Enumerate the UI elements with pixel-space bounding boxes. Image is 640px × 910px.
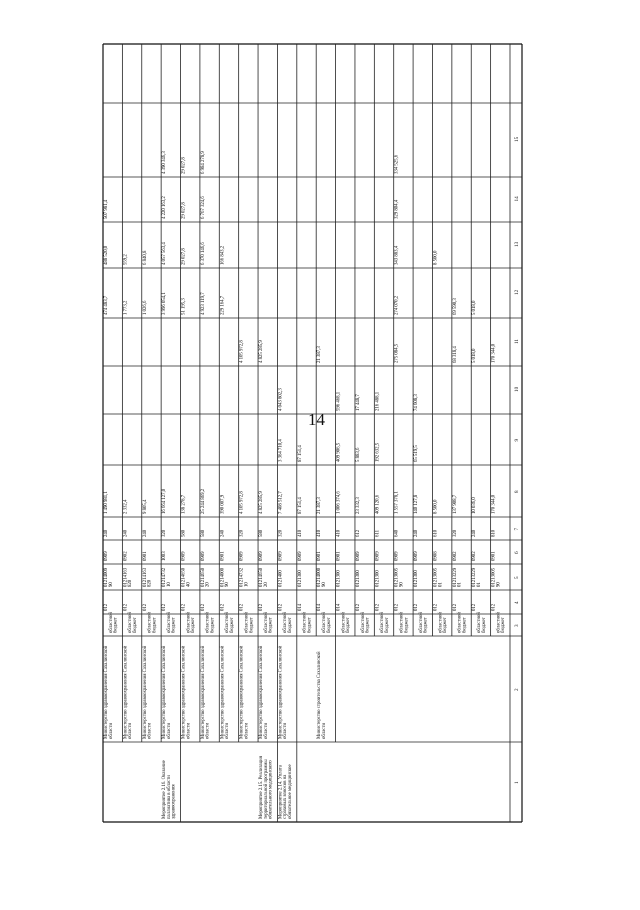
table-cell: 137 908,7: [452, 494, 458, 514]
table-cell: 25 244 869,2: [200, 488, 206, 514]
table-cell: 610: [433, 529, 439, 537]
column-header: 5: [514, 576, 520, 579]
table-cell: 0909: [375, 551, 381, 561]
table-cell: 0901: [336, 551, 342, 561]
table-cell: Министерство здравоохранения Сахалинской: [181, 645, 187, 739]
table-cell: 810: [491, 529, 497, 537]
table-cell: 69 590,3: [452, 298, 458, 315]
table-cell: бюджет: [288, 617, 294, 633]
table-cell: 29 027,8: [181, 202, 187, 219]
table-cell: 23 332,3: [355, 497, 361, 514]
table-cell: 01214000: [317, 567, 323, 587]
table-cell: областной: [341, 611, 347, 633]
table-cell: 74 608,3: [414, 394, 420, 411]
table-cell: 21 387,3: [317, 497, 323, 514]
table-cell: 0121300: [336, 570, 342, 587]
table-cell: бюджет: [152, 617, 158, 633]
table-cell: областной: [477, 611, 483, 633]
table-cell: 5 018,0: [472, 300, 478, 315]
table-cell: 0121300: [297, 570, 303, 587]
table-cell: 01: [438, 582, 444, 587]
table-cell: областной: [380, 611, 386, 633]
table-cell: областной: [360, 611, 366, 633]
table-cell: 01214163: [123, 567, 129, 587]
table-cell: Министерство здравоохранения Сахалинской: [142, 645, 148, 739]
table-cell: 5 883,6: [355, 447, 361, 462]
table-cell: 29 027,8: [181, 248, 187, 265]
column-header: 8: [514, 490, 520, 493]
table-cell: 329 804,4: [394, 199, 400, 219]
table-cell: области: [321, 722, 327, 739]
table-cell: Министерство здравоохранения Сахалинской: [220, 645, 226, 739]
table-cell: 320: [239, 529, 245, 537]
table-cell: 275 084,5: [394, 343, 400, 363]
table-cell: 90: [496, 582, 502, 587]
table-cell: 20: [263, 582, 269, 587]
table-cell: 1 557 378,1: [394, 491, 400, 514]
table-cell: 1 006 374,6: [336, 491, 342, 514]
table-cell: области: [166, 722, 172, 739]
table-cell: 012: [181, 603, 187, 611]
table-cell: 0909: [414, 551, 420, 561]
table-cell: 1003: [162, 551, 168, 561]
table-cell: бюджет: [384, 617, 390, 633]
page-number: 14: [308, 410, 325, 429]
table-cell: областной: [166, 611, 172, 633]
table-cell: 0902: [452, 551, 458, 561]
table-cell: областной: [225, 611, 231, 633]
table-cell: области: [283, 722, 289, 739]
table-cell: 580: [181, 529, 187, 537]
table-cell: бюджет: [113, 617, 119, 633]
table-cell: обязательное медицинское: [288, 764, 294, 819]
table-cell: 240: [123, 529, 129, 537]
table-cell: 012: [278, 603, 284, 611]
table-cell: бюджет: [326, 617, 332, 633]
table-cell: 01214650: [200, 567, 206, 587]
table-cell: 240: [414, 529, 420, 537]
table-cell: бюджет: [171, 617, 177, 633]
table-cell: 3 364 710,4: [278, 439, 284, 462]
table-cell: бюджет: [229, 617, 235, 633]
table-cell: бюджет: [268, 617, 274, 633]
table-cell: 90: [108, 582, 114, 587]
column-header: 1: [514, 781, 520, 784]
table-cell: 6 767 324,6: [200, 196, 206, 219]
table-cell: Министерство здравоохранения Сахалинской: [200, 645, 206, 739]
column-header: 11: [514, 339, 520, 344]
table-cell: 68 318,4: [452, 346, 458, 363]
table-cell: 410: [297, 529, 303, 537]
table-cell: 9 805,4: [142, 499, 148, 514]
table-cell: областной: [321, 611, 327, 633]
table-cell: 01214009: [104, 567, 109, 587]
table-cell: 01213005: [394, 567, 400, 587]
column-header: 14: [514, 196, 520, 202]
table-cell: 4 057 563,4: [162, 242, 168, 265]
table-cell: 4 220 163,2: [162, 196, 168, 219]
column-header: 7: [514, 527, 520, 531]
table-cell: 7 408 512,7: [278, 491, 284, 514]
table-cell: 4 825 285,9: [259, 491, 265, 514]
table-cell: 012: [162, 603, 168, 611]
table-cell: 01214732: [162, 567, 168, 587]
table-cell: 4 923 119,7: [200, 292, 206, 315]
table-cell: 0121300: [375, 570, 381, 587]
table-cell: 240: [220, 529, 226, 537]
table-cell: 611: [375, 529, 381, 537]
table-cell: Министерство здравоохранения Сахалинской: [104, 645, 109, 739]
table-cell: 012: [239, 603, 245, 611]
table-cell: 012: [394, 603, 400, 611]
table-cell: 640: [394, 529, 400, 537]
table-cell: 17 448,7: [355, 394, 361, 411]
table-cell: 596 468,1: [336, 391, 342, 411]
table-cell: 01213229: [452, 567, 458, 587]
column-header: 10: [514, 386, 520, 392]
table-cell: областной: [283, 611, 289, 633]
table-cell: областной: [418, 611, 424, 633]
table-cell: 320: [162, 529, 168, 537]
table-cell: 409 120,6: [375, 494, 381, 514]
table-cell: области: [225, 722, 231, 739]
table-cell: 16 664 127,0: [162, 488, 168, 514]
table-cell: областной: [128, 611, 134, 633]
table-cell: бюджет: [404, 617, 410, 633]
table-cell: территориальной программы: [263, 759, 269, 819]
table-cell: 012: [259, 603, 265, 611]
table-cell: 012: [452, 603, 458, 611]
table-cell: 240: [104, 529, 109, 537]
table-cell: 409 906,5: [336, 442, 342, 462]
column-header: 9: [514, 438, 520, 442]
table-cell: 012: [123, 603, 129, 611]
table-cell: области: [147, 722, 153, 739]
table-cell: 140 127,8: [414, 494, 420, 514]
column-header: 12: [514, 289, 520, 295]
table-cell: 0901: [317, 551, 323, 561]
table-cell: 4 043 802,3: [278, 388, 284, 411]
table-cell: области: [205, 722, 211, 739]
table-cell: 012: [433, 603, 439, 611]
table-cell: 410: [336, 529, 342, 537]
table-cell: 4 105 972,8: [239, 491, 245, 514]
table-cell: областной: [244, 611, 250, 633]
table-cell: 334 525,6: [394, 154, 400, 174]
table-cell: бюджет: [443, 617, 449, 633]
table-cell: 0121300: [414, 570, 420, 587]
table-cell: бюджет: [365, 617, 371, 633]
table-cell: Министерство здравоохранения Сахалинской: [239, 645, 245, 739]
table-cell: 138 278,7: [181, 494, 187, 514]
table-cell: 014: [317, 603, 323, 611]
table-cell: 0902: [472, 551, 478, 561]
table-cell: 0908: [433, 551, 439, 561]
table-cell: области: [108, 722, 114, 739]
table-cell: 01214650: [181, 567, 187, 587]
table-cell: 90: [399, 582, 405, 587]
table-cell: 012: [220, 603, 226, 611]
table-cell: бюджет: [501, 617, 507, 633]
table-cell: областной: [302, 611, 308, 633]
table-cell: 0901: [220, 551, 226, 561]
table-cell: области: [128, 722, 134, 739]
table-cell: 6 984 278,9: [200, 151, 206, 174]
table-cell: бюджет: [210, 617, 216, 633]
table-cell: бюджет: [462, 617, 468, 633]
table-cell: областной: [457, 611, 463, 633]
table-cell: 21 387,3: [317, 346, 323, 363]
table-cell: области: [244, 722, 250, 739]
table-cell: 488 520,0: [104, 245, 109, 265]
table-cell: 559,2: [123, 254, 129, 265]
table-cell: 01213005: [491, 567, 497, 587]
table-cell: бюджет: [307, 617, 313, 633]
table-cell: Мероприятие 2.16. Оказание: [162, 760, 168, 819]
table-cell: 240: [142, 529, 148, 537]
table-cell: 192 632,5: [375, 442, 381, 462]
table-cell: 10 036,0: [472, 497, 478, 514]
table-cell: 90: [321, 582, 327, 587]
table-cell: 0909: [278, 551, 284, 561]
table-cell: Министерство здравоохранения Сахалинской: [123, 645, 129, 739]
table-cell: 0121300: [355, 570, 361, 587]
table-cell: 8 500,0: [433, 250, 439, 265]
table-cell: 01214163: [142, 567, 148, 587]
table-cell: 0909: [355, 551, 361, 561]
column-header: 15: [514, 136, 520, 142]
table-cell: 0902: [123, 551, 129, 561]
table-cell: 51 195,3: [181, 298, 187, 315]
table-cell: областной: [438, 611, 444, 633]
table-cell: 012: [414, 603, 420, 611]
table-cell: областной: [496, 611, 502, 633]
table-cell: 87 151,4: [297, 497, 303, 514]
table-cell: 40: [186, 582, 192, 587]
table-cell: 612: [355, 529, 361, 537]
table-cell: 3 996 054,1: [162, 292, 168, 315]
table-cell: здравоохранения: [171, 784, 177, 819]
table-cell: областной: [108, 611, 114, 633]
table-cell: Министерство здравоохранения Сахалинской: [259, 645, 265, 739]
table-cell: Мероприятие 2.14. Уплата: [278, 765, 284, 819]
table-cell: бюджет: [249, 617, 255, 633]
column-header: 13: [514, 241, 520, 247]
table-cell: 229 164,7: [220, 295, 226, 315]
table-cell: области: [263, 722, 269, 739]
table-cell: 014: [336, 603, 342, 611]
table-cell: 0909: [394, 551, 400, 561]
table-cell: 1 773,2: [123, 300, 129, 315]
table-cell: 01214732: [239, 567, 245, 587]
table-cell: 012: [491, 603, 497, 611]
table-cell: бюджет: [346, 617, 352, 633]
table-cell: 0901: [142, 551, 148, 561]
table-cell: 012: [200, 603, 206, 611]
table-cell: 10: [244, 582, 250, 587]
table-cell: 014: [297, 603, 303, 611]
table-cell: 20: [205, 582, 211, 587]
table-cell: 216 488,1: [375, 391, 381, 411]
table-cell: 0909: [181, 551, 187, 561]
table-cell: 012: [355, 603, 361, 611]
table-cell: Министерство здравоохранения Сахалинской: [162, 645, 168, 739]
table-cell: Министерство здравоохранения Сахалинской: [278, 645, 284, 739]
table-cell: 320: [452, 529, 458, 537]
table-cell: 012: [104, 603, 109, 611]
table-cell: 410: [317, 529, 323, 537]
table-cell: 0909: [297, 551, 303, 561]
table-cell: 6 840,8: [142, 250, 148, 265]
table-cell: 87 151,4: [297, 445, 303, 462]
table-cell: 4 390 346,3: [162, 151, 168, 174]
column-header: 2: [514, 688, 520, 691]
table-cell: областной: [263, 611, 269, 633]
table-cell: 0121400: [278, 570, 284, 587]
table-cell: 29 027,8: [181, 157, 187, 174]
table-cell: 01214650: [259, 567, 265, 587]
table-cell: 580: [259, 529, 265, 537]
table-cell: 10: [166, 582, 172, 587]
table-cell: 5 018,0: [472, 348, 478, 363]
table-cell: 01213229: [472, 567, 478, 587]
table-cell: 1 490 981,1: [104, 491, 109, 514]
table-cell: 166 843,2: [220, 245, 226, 265]
table-cell: 012: [142, 603, 148, 611]
table-cell: 01213005: [433, 567, 439, 587]
table-cell: 90: [225, 582, 231, 587]
table-cell: областной: [205, 611, 211, 633]
table-cell: 170 344,0: [491, 343, 497, 363]
table-cell: областной: [186, 611, 192, 633]
table-cell: 0909: [200, 551, 206, 561]
table-cell: паллиатива в области: [166, 775, 172, 819]
table-cell: 170 344,0: [491, 494, 497, 514]
table-cell: 01: [457, 582, 463, 587]
table-cell: 2 332,4: [123, 499, 129, 514]
table-cell: 0909: [104, 551, 109, 561]
table-cell: бюджет: [481, 617, 487, 633]
table-cell: 8 500,0: [433, 499, 439, 514]
table-cell: 1 026,6: [142, 300, 148, 315]
table-cell: 580: [200, 529, 206, 537]
column-header: 3: [514, 624, 520, 627]
table-cell: областной: [147, 611, 153, 633]
table-cell: 240: [472, 529, 478, 537]
table-cell: 274 070,2: [394, 295, 400, 315]
table-cell: 012: [472, 603, 478, 611]
table-cell: страховых взносов на: [283, 774, 289, 819]
column-header: 6: [514, 551, 520, 554]
table-cell: 474 483,7: [104, 295, 109, 315]
table-cell: 320: [278, 529, 284, 537]
table-cell: 4 105 972,8: [239, 340, 245, 363]
table-cell: 390 007,9: [220, 494, 226, 514]
table-cell: 01214000: [220, 567, 226, 587]
table-cell: 507 981,4: [104, 199, 109, 219]
table-cell: Министерство строительства Сахалинской: [317, 651, 323, 739]
table-cell: бюджет: [191, 617, 197, 633]
column-header: 4: [514, 601, 520, 604]
table-cell: 0909: [239, 551, 245, 561]
table-cell: 012: [375, 603, 381, 611]
table-cell: 6 370 146,6: [200, 242, 206, 265]
table-cell: 820: [128, 579, 134, 587]
table-cell: Мероприятие 2.15. Реализация: [259, 756, 265, 819]
table-cell: 01: [477, 582, 483, 587]
table-cell: областной: [399, 611, 405, 633]
table-cell: области: [186, 722, 192, 739]
table-cell: 0909: [259, 551, 265, 561]
table-cell: 343 883,4: [394, 245, 400, 265]
table-cell: обязательного медицинского: [268, 760, 274, 819]
table-cell: 65 519,5: [414, 445, 420, 462]
table-cell: бюджет: [132, 617, 138, 633]
table-cell: 0901: [491, 551, 497, 561]
table-cell: 4 825 285,9: [259, 340, 265, 363]
table-cell: бюджет: [423, 617, 429, 633]
table-cell: 820: [147, 579, 153, 587]
